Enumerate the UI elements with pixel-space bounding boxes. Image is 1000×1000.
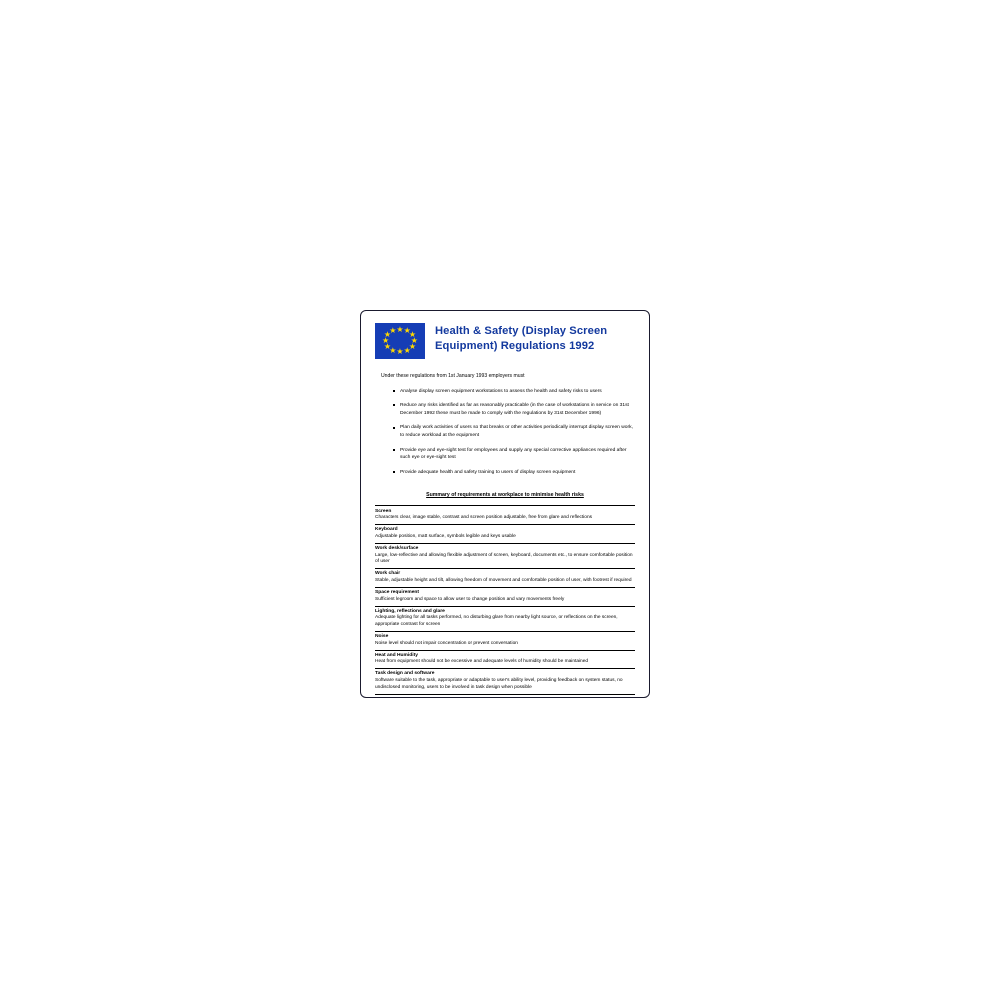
requirement-body: Software suitable to the task, appropriate or adaptable to user's ability level, providing feedback on system status, no undisclosed monitoring, users to be involved in task design when possible bbox=[375, 678, 623, 690]
page-title: Health & Safety (Display Screen Equipment) Regulations 1992 bbox=[435, 325, 608, 352]
safety-poster bbox=[360, 310, 650, 698]
eu-flag-icon bbox=[375, 323, 425, 359]
requirement-title: Heat and Humidity bbox=[375, 652, 418, 658]
requirement-title: Work desk/surface bbox=[375, 545, 419, 551]
table-row bbox=[375, 524, 635, 543]
intro-text: Under these regulations from 1st January 1993 employers must bbox=[381, 373, 525, 379]
list-item: Provide eye and eye-sight test for employees and supply any special corrective appliances required after such eye or eye-sight test bbox=[393, 447, 635, 462]
table-row bbox=[375, 606, 635, 631]
table-row bbox=[375, 543, 635, 568]
table-row bbox=[375, 668, 635, 694]
star-icon: ★ bbox=[396, 324, 404, 334]
requirement-body: Stable, adjustable height and tilt, allowing freedom of movement and comfortable position of user, with footrest if required bbox=[375, 577, 632, 583]
list-item: Provide adequate health and safety training to users of display screen equipment bbox=[393, 469, 635, 477]
list-item: Reduce any risks identified as far as reasonably practicable (in the case of workstations in service on 31st December 1992 these must be made to comply with the regulations by 31st December 1996) bbox=[393, 402, 635, 417]
requirement-body: Large, low-reflective and allowing flexible adjustment of screen, keyboard, documents etc., to ensure comfortable position of user bbox=[375, 552, 633, 565]
table-row bbox=[375, 568, 635, 587]
star-icon: ★ bbox=[410, 336, 418, 345]
star-icon: ★ bbox=[382, 336, 390, 345]
requirement-body: Noise level should not impair concentration or prevent conversation bbox=[375, 640, 518, 646]
table-row bbox=[375, 587, 635, 606]
star-icon: ★ bbox=[383, 330, 392, 340]
poster-header bbox=[375, 323, 635, 359]
requirement-body: Characters clear, image stable, contrast and screen position adjustable, free from glare and reflections bbox=[375, 515, 593, 521]
requirement-body: Adequate lighting for all tasks performed, no disturbing glare from nearby light source, or reflections on the screen, appropriate contrast for screen bbox=[375, 615, 618, 628]
requirement-title: Space requirement bbox=[375, 590, 420, 596]
star-icon: ★ bbox=[396, 347, 404, 357]
table-row bbox=[375, 650, 635, 669]
list-item: Analyse display screen equipment workstations to assess the health and safety risks to users bbox=[393, 388, 635, 396]
list-item: Plan daily work activities of users so that breaks or other activities periodically interrupt display screen work, to reduce workload at the equipment bbox=[393, 424, 635, 439]
requirement-title: Screen bbox=[375, 508, 392, 514]
summary-table bbox=[375, 505, 635, 694]
table-row bbox=[375, 505, 635, 524]
requirement-title: Task design and software bbox=[375, 671, 435, 677]
requirement-title: Keyboard bbox=[375, 527, 398, 533]
requirement-body: Sufficient legroom and space to allow user to change position and vary movements freely bbox=[375, 596, 565, 602]
requirement-title: Lighting, reflections and glare bbox=[375, 608, 445, 614]
requirement-title: Noise bbox=[375, 634, 389, 640]
star-icon: ★ bbox=[389, 345, 397, 355]
star-icon: ★ bbox=[408, 330, 417, 340]
summary-heading: Summary of requirements at workplace to minimise health risks bbox=[426, 492, 584, 499]
star-icon: ★ bbox=[403, 345, 411, 355]
table-row bbox=[375, 631, 635, 650]
star-icon: ★ bbox=[403, 326, 411, 336]
requirement-body: Heat from equipment should not be excessive and adequate levels of humidity should be maintained bbox=[375, 659, 589, 665]
requirement-title: Work chair bbox=[375, 571, 401, 577]
requirements-bullet-list bbox=[393, 388, 635, 477]
requirement-body: Adjustable position, matt surface, symbols legible and keys usable bbox=[375, 533, 516, 539]
star-icon: ★ bbox=[383, 341, 392, 351]
star-icon: ★ bbox=[408, 341, 417, 351]
star-icon: ★ bbox=[389, 326, 397, 336]
